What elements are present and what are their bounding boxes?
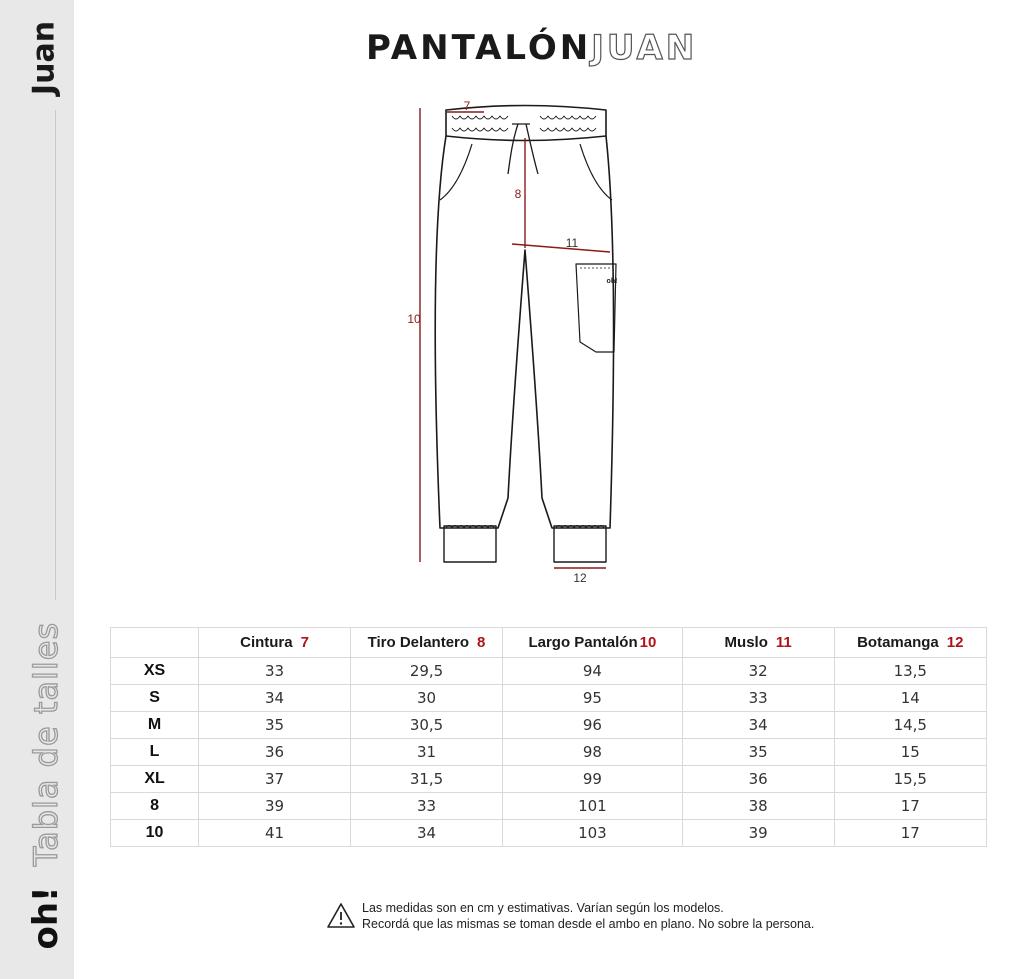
table-cell: 15,5 <box>834 766 986 793</box>
table-cell: 35 <box>682 739 834 766</box>
size-chart-title: Tabla de talles <box>27 621 65 867</box>
table-cell: 30,5 <box>350 712 502 739</box>
pants-diagram <box>400 90 650 590</box>
note-line-2: Recordá que las mismas se toman desde el ambo en plano. No sobre la persona. <box>362 917 815 931</box>
header-hem: Botamanga 12 <box>834 628 986 658</box>
table-header-row <box>111 628 987 658</box>
left-cuff <box>444 526 496 562</box>
table-row <box>111 766 987 793</box>
table-cell: 33 <box>199 658 351 685</box>
sidebar <box>0 0 74 979</box>
header-waist: Cintura 7 <box>199 628 351 658</box>
table-cell: 34 <box>199 685 351 712</box>
page-title <box>366 28 697 68</box>
waist-label: 7 <box>463 99 471 113</box>
table-cell: 95 <box>503 685 683 712</box>
table-cell: 33 <box>682 685 834 712</box>
thigh-label: 11 <box>565 236 579 250</box>
hem-label: 12 <box>573 571 587 585</box>
drawstring <box>508 124 538 174</box>
table-cell: 39 <box>682 820 834 847</box>
table-cell: 36 <box>682 766 834 793</box>
size-cell: XL <box>111 766 199 793</box>
table-cell: 35 <box>199 712 351 739</box>
table-row <box>111 712 987 739</box>
table-cell: 17 <box>834 793 986 820</box>
table-cell: 38 <box>682 793 834 820</box>
table-cell: 30 <box>350 685 502 712</box>
length-label: 10 <box>407 312 421 326</box>
thigh-measure-line <box>512 244 610 252</box>
table-cell: 32 <box>682 658 834 685</box>
table-cell: 15 <box>834 739 986 766</box>
table-cell: 36 <box>199 739 351 766</box>
table-cell: 29,5 <box>350 658 502 685</box>
table-cell: 103 <box>503 820 683 847</box>
table-cell: 99 <box>503 766 683 793</box>
table-row <box>111 739 987 766</box>
table-cell: 98 <box>503 739 683 766</box>
table-cell: 101 <box>503 793 683 820</box>
table-row <box>111 793 987 820</box>
pocket-logo: oh! <box>606 278 618 285</box>
warning-icon <box>326 902 356 930</box>
table-cell: 14 <box>834 685 986 712</box>
table-row <box>111 820 987 847</box>
table-row <box>111 658 987 685</box>
table-cell: 39 <box>199 793 351 820</box>
table-cell: 96 <box>503 712 683 739</box>
table-cell: 17 <box>834 820 986 847</box>
size-cell: XS <box>111 658 199 685</box>
size-header <box>111 628 199 658</box>
size-cell: 10 <box>111 820 199 847</box>
table-cell: 41 <box>199 820 351 847</box>
table-cell: 33 <box>350 793 502 820</box>
size-cell: L <box>111 739 199 766</box>
table-cell: 14,5 <box>834 712 986 739</box>
table-cell: 34 <box>350 820 502 847</box>
table-cell: 13,5 <box>834 658 986 685</box>
title-outline: JUAN <box>591 28 698 68</box>
brand-logo: oh! <box>26 886 66 950</box>
size-cell: S <box>111 685 199 712</box>
table-cell: 31 <box>350 739 502 766</box>
size-table <box>110 627 987 847</box>
header-length: Largo Pantalón 10 <box>503 628 683 658</box>
left-pocket <box>440 144 472 200</box>
size-cell: 8 <box>111 793 199 820</box>
sidebar-divider <box>55 110 56 600</box>
title-bold: PANTALÓN <box>366 28 592 68</box>
right-cuff <box>554 526 606 562</box>
header-front-rise: Tiro Delantero 8 <box>350 628 502 658</box>
front-rise-label: 8 <box>514 187 522 201</box>
table-cell: 34 <box>682 712 834 739</box>
model-name: Juan <box>26 20 62 96</box>
header-thigh: Muslo 11 <box>682 628 834 658</box>
table-cell: 37 <box>199 766 351 793</box>
note-line-1: Las medidas son en cm y estimativas. Varían según los modelos. <box>362 901 724 915</box>
table-cell: 31,5 <box>350 766 502 793</box>
table-row <box>111 685 987 712</box>
table-cell: 94 <box>503 658 683 685</box>
size-cell: M <box>111 712 199 739</box>
